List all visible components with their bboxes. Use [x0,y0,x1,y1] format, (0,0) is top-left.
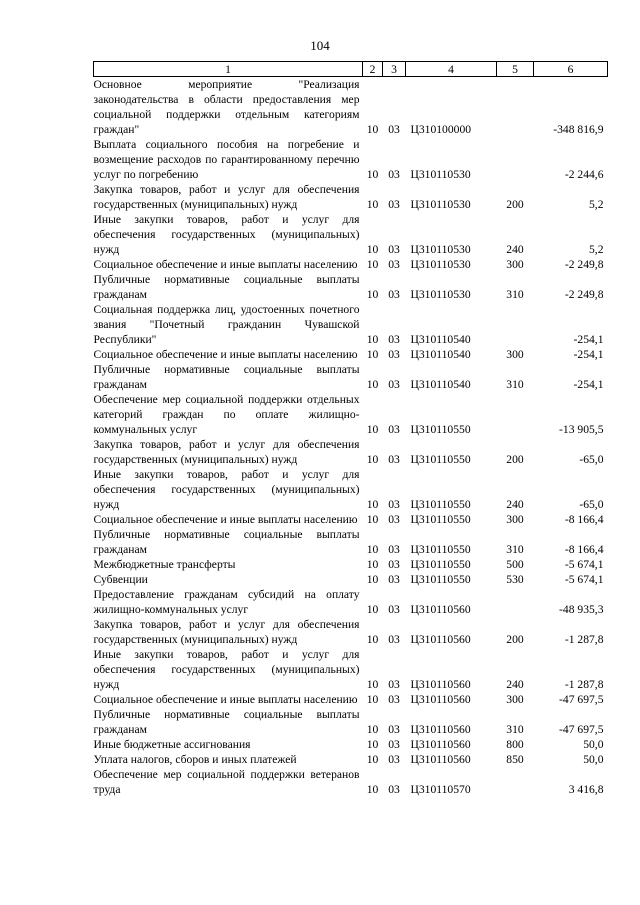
column-header: 5 [497,62,534,77]
section-code: 10 [366,783,379,796]
row-name: Социальное обеспечение и иные выплаты населению [93,693,358,706]
expense-type-code: 240 [506,678,524,691]
subsection-code: 03 [388,723,400,736]
column-header: 3 [383,62,406,77]
amount: -8 166,4 [564,543,604,556]
subsection-code: 03 [388,423,400,436]
target-article-code: Ц310110540 [410,378,471,391]
section-code: 10 [366,738,379,751]
subsection-code: 03 [388,543,400,556]
row-name: Иные закупки товаров, работ и услуг для обеспечения государственных (муниципальных) нужд [93,213,360,256]
table-row [94,692,608,707]
table-row [94,512,608,527]
target-article-code: Ц310110560 [410,738,471,751]
row-name: Субвенции [93,573,148,586]
expense-type-code: 300 [506,258,524,271]
expense-type-code: 800 [506,738,524,751]
table-row [94,587,608,617]
subsection-code: 03 [388,453,400,466]
section-code: 10 [366,513,379,526]
amount: -5 674,1 [564,558,604,571]
column-header: 2 [363,62,383,77]
target-article-code: Ц310110570 [410,783,471,796]
table-row [94,752,608,767]
column-header: 4 [406,62,497,77]
section-code: 10 [366,333,379,346]
subsection-code: 03 [388,753,400,766]
row-name: Иные закупки товаров, работ и услуг для обеспечения государственных (муниципальных) нужд [93,648,360,691]
expense-type-code: 240 [506,498,524,511]
subsection-code: 03 [388,603,400,616]
amount: -254,1 [573,378,604,391]
section-code: 10 [366,498,379,511]
amount: -13 905,5 [559,423,604,436]
section-code: 10 [366,543,379,556]
subsection-code: 03 [388,378,400,391]
table-row [94,557,608,572]
target-article-code: Ц310110550 [410,453,471,466]
table-row [94,77,608,138]
subsection-code: 03 [388,513,400,526]
page-number: 104 [310,38,330,53]
subsection-code: 03 [388,573,400,586]
table-row [94,272,608,302]
row-name: Публичные нормативные социальные выплаты гражданам [93,708,360,736]
row-name: Социальное обеспечение и иные выплаты населению [93,258,358,271]
row-name: Уплата налогов, сборов и иных платежей [93,753,297,766]
subsection-code: 03 [388,633,400,646]
section-code: 10 [366,558,379,571]
expense-type-code [497,77,534,138]
expense-type-code: 310 [506,378,524,391]
target-article-code: Ц310110530 [410,168,471,181]
row-name: Публичные нормативные социальные выплаты гражданам [93,363,360,391]
table-row [94,257,608,272]
subsection-code: 03 [388,258,400,271]
amount: 3 416,8 [568,783,604,796]
amount: -65,0 [579,498,604,511]
amount: -2 244,6 [564,168,604,181]
subsection-code: 03 [388,168,400,181]
target-article-code: Ц310110550 [410,558,471,571]
amount: -8 166,4 [564,513,604,526]
amount: -65,0 [579,453,604,466]
section-code: 10 [366,243,379,256]
table-row [94,617,608,647]
target-article-code: Ц310110540 [410,348,471,361]
budget-table [93,61,608,797]
target-article-code: Ц310110560 [410,723,471,736]
section-code: 10 [366,288,379,301]
amount: -2 249,8 [564,288,604,301]
amount: -2 249,8 [564,258,604,271]
target-article-code: Ц310110530 [410,288,471,301]
expense-type-code: 300 [506,348,524,361]
expense-type-code [497,587,534,617]
section-code: 10 [366,378,379,391]
row-name: Социальная поддержка лиц, удостоенных почетного звания "Почетный гражданин Чувашской Республики" [93,303,360,346]
amount: 5,2 [589,243,604,256]
amount: 5,2 [589,198,604,211]
table-row [94,362,608,392]
expense-type-code: 200 [506,198,524,211]
table-row [94,467,608,512]
target-article-code: Ц310110560 [410,633,471,646]
target-article-code: Ц310110560 [410,603,471,616]
target-article-code: Ц310110540 [410,333,471,346]
subsection-code: 03 [388,558,400,571]
table-row [94,137,608,182]
section-code: 10 [366,573,379,586]
expense-type-code [497,137,534,182]
subsection-code: 03 [388,288,400,301]
section-code: 10 [366,198,379,211]
expense-type-code: 200 [506,633,524,646]
expense-type-code: 850 [506,753,524,766]
section-code: 10 [366,123,379,136]
row-name: Выплата социального пособия на погребение и возмещение расходов по гарантированному перечню услуг по погребению [93,138,360,181]
subsection-code: 03 [388,243,400,256]
table-row [94,767,608,797]
row-name: Иные закупки товаров, работ и услуг для обеспечения государственных (муниципальных) нужд [93,468,360,511]
row-name: Основное мероприятие "Реализация законодательства в области предоставления мер социальной поддержки отдельным категориям граждан" [93,78,360,136]
row-name: Публичные нормативные социальные выплаты гражданам [93,273,360,301]
target-article-code: Ц310110550 [410,573,471,586]
subsection-code: 03 [388,348,400,361]
row-name: Межбюджетные трансферты [93,558,236,571]
target-article-code: Ц310110550 [410,423,471,436]
table-row [94,437,608,467]
section-code: 10 [366,723,379,736]
table-row [94,347,608,362]
table-row [94,392,608,437]
row-name: Обеспечение мер социальной поддержки отдельных категорий граждан по оплате жилищно-коммунальных услуг [93,393,360,436]
table-row [94,212,608,257]
amount: -47 697,5 [559,693,604,706]
expense-type-code: 300 [506,513,524,526]
expense-type-code [497,302,534,347]
section-code: 10 [366,258,379,271]
column-header: 1 [94,62,363,77]
table-body [94,77,608,798]
subsection-code: 03 [388,123,400,136]
expense-type-code [497,767,534,797]
target-article-code: Ц310110560 [410,693,471,706]
subsection-code: 03 [388,738,400,751]
target-article-code: Ц310110530 [410,258,471,271]
amount: -47 697,5 [559,723,604,736]
amount: -254,1 [573,333,604,346]
section-code: 10 [366,423,379,436]
row-name: Закупка товаров, работ и услуг для обеспечения государственных (муниципальных) нужд [93,183,360,211]
amount: -5 674,1 [564,573,604,586]
table-row [94,527,608,557]
row-name: Социальное обеспечение и иные выплаты населению [93,513,358,526]
table-row [94,737,608,752]
amount: -254,1 [573,348,604,361]
section-code: 10 [366,753,379,766]
expense-type-code: 240 [506,243,524,256]
expense-type-code: 310 [506,288,524,301]
row-name: Публичные нормативные социальные выплаты гражданам [93,528,360,556]
target-article-code: Ц310100000 [410,123,472,136]
section-code: 10 [366,693,379,706]
amount: -1 287,8 [564,678,604,691]
target-article-code: Ц310110550 [410,498,471,511]
target-article-code: Ц310110550 [410,543,471,556]
section-code: 10 [366,633,379,646]
table-row [94,647,608,692]
target-article-code: Ц310110560 [410,678,471,691]
expense-type-code: 310 [506,543,524,556]
amount: 50,0 [583,738,604,751]
section-code: 10 [366,603,379,616]
target-article-code: Ц310110560 [410,753,471,766]
subsection-code: 03 [388,498,400,511]
expense-type-code: 310 [506,723,524,736]
target-article-code: Ц310110530 [410,198,471,211]
row-name: Иные бюджетные ассигнования [93,738,251,751]
section-code: 10 [366,348,379,361]
section-code: 10 [366,168,379,181]
section-code: 10 [366,453,379,466]
table-row [94,182,608,212]
expense-type-code: 530 [506,573,524,586]
expense-type-code: 500 [506,558,524,571]
row-name: Обеспечение мер социальной поддержки ветеранов труда [93,768,360,796]
target-article-code: Ц310110550 [410,513,471,526]
amount: -1 287,8 [564,633,604,646]
expense-type-code [497,392,534,437]
column-header-row [94,62,608,77]
subsection-code: 03 [388,693,400,706]
subsection-code: 03 [388,783,400,796]
table-row [94,707,608,737]
subsection-code: 03 [388,333,400,346]
amount: -348 816,9 [553,123,604,136]
section-code: 10 [366,678,379,691]
row-name: Социальное обеспечение и иные выплаты населению [93,348,358,361]
target-article-code: Ц310110530 [410,243,471,256]
amount: -48 935,3 [559,603,604,616]
table-row [94,302,608,347]
table-row [94,572,608,587]
expense-type-code: 200 [506,453,524,466]
row-name: Предоставление гражданам субсидий на оплату жилищно-коммунальных услуг [93,588,360,616]
row-name: Закупка товаров, работ и услуг для обеспечения государственных (муниципальных) нужд [93,438,360,466]
expense-type-code: 300 [506,693,524,706]
amount: 50,0 [583,753,604,766]
row-name: Закупка товаров, работ и услуг для обеспечения государственных (муниципальных) нужд [93,618,360,646]
subsection-code: 03 [388,678,400,691]
subsection-code: 03 [388,198,400,211]
column-header: 6 [534,62,608,77]
